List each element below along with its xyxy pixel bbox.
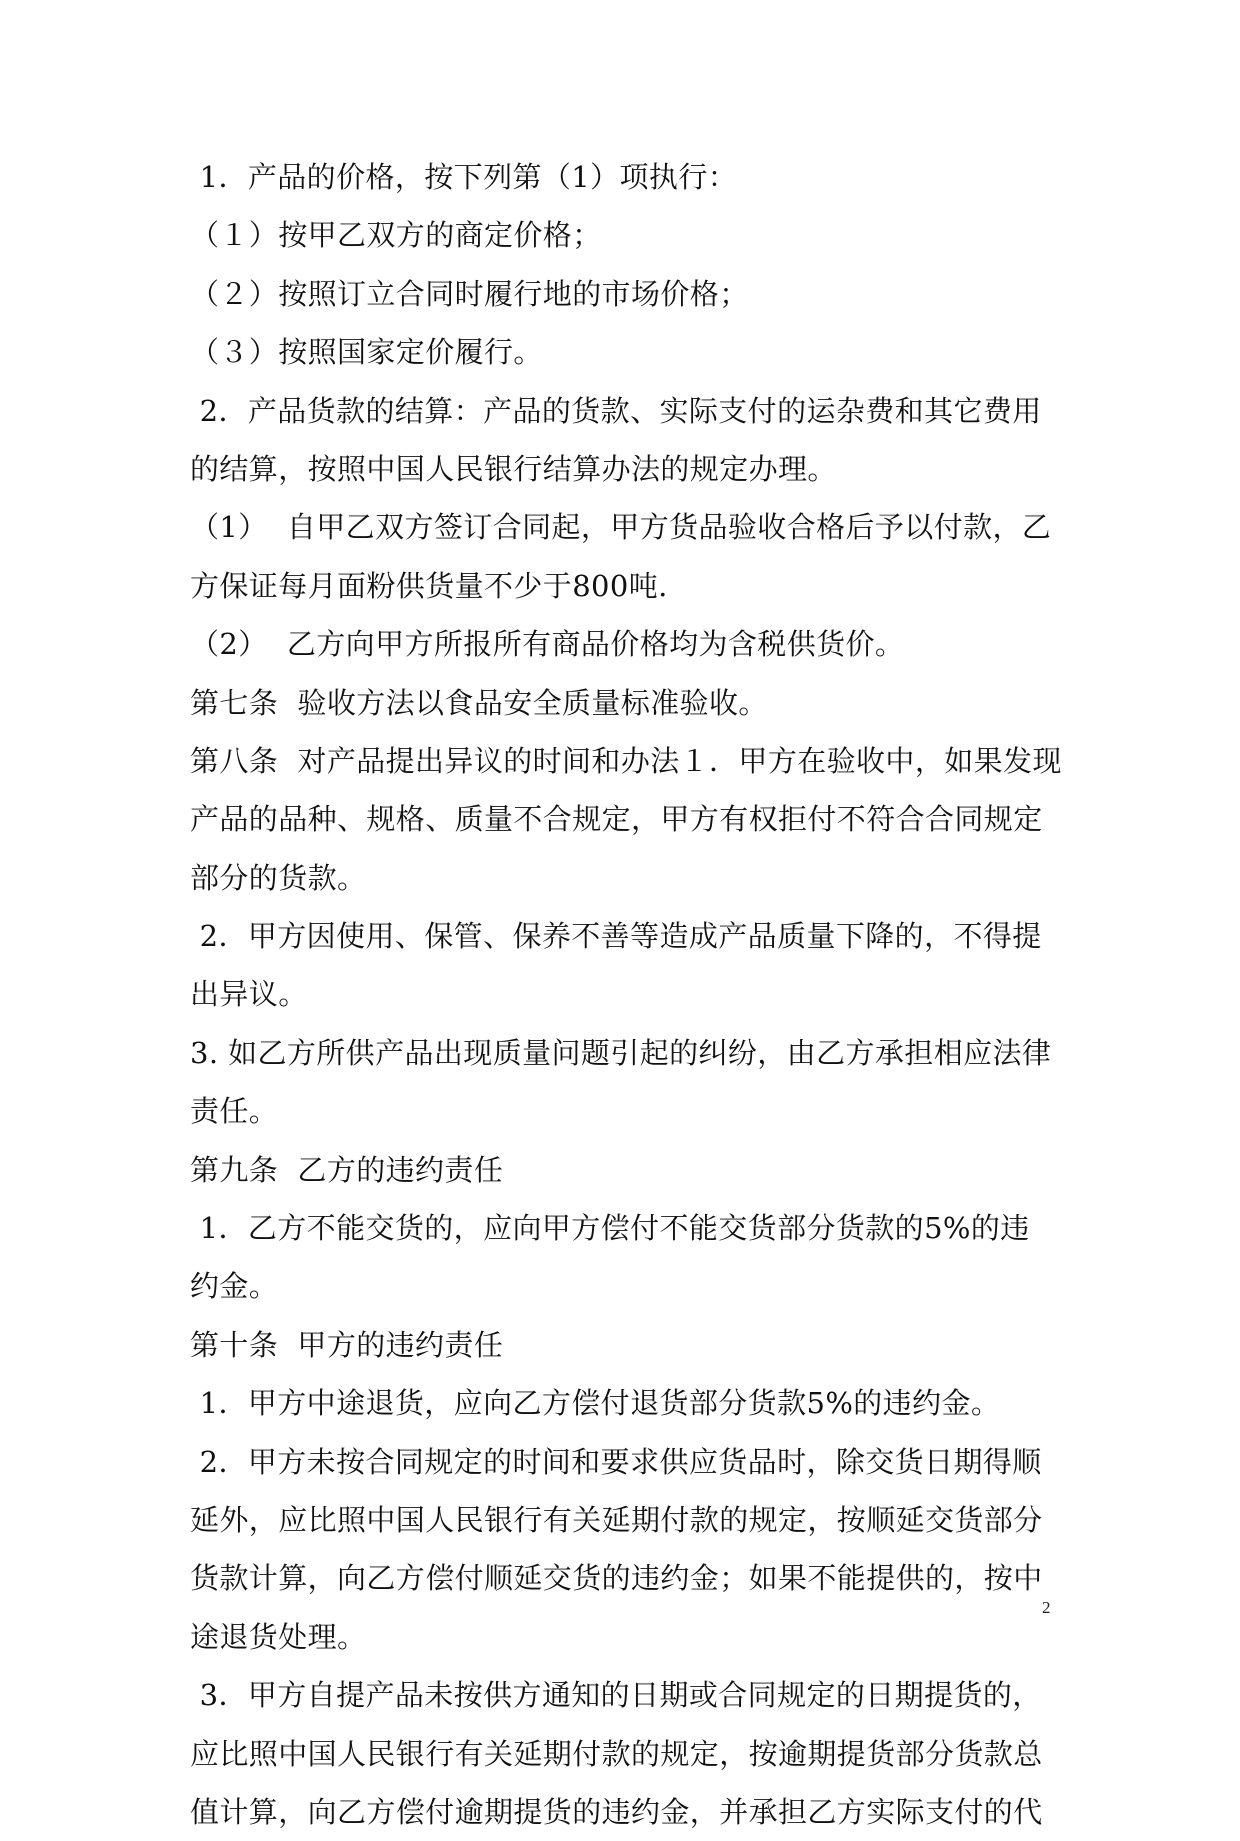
page-number: 2 bbox=[1042, 1598, 1051, 1617]
text-line: 第九条 乙方的违约责任 bbox=[190, 1152, 504, 1187]
document-body bbox=[190, 148, 1070, 1841]
text-line: 途退货处理。 bbox=[190, 1619, 367, 1654]
text-line: 产品的品种、规格、质量不合规定，甲方有权拒付不符合合同规定 bbox=[190, 802, 1043, 837]
text-line: 责任。 bbox=[190, 1094, 279, 1129]
text-line: 出异议。 bbox=[190, 977, 308, 1012]
text-line: 第七条 验收方法以食品安全质量标准验收。 bbox=[190, 685, 768, 720]
text-line: 约金。 bbox=[190, 1269, 279, 1304]
text-line: （1） 自甲乙双方签订合同起，甲方货品验收合格后予以付款，乙 bbox=[190, 510, 1052, 545]
text-line: 的结算，按照中国人民银行结算办法的规定办理。 bbox=[190, 451, 837, 486]
text-line: 部分的货款。 bbox=[190, 860, 367, 895]
text-line: 1．乙方不能交货的，应向甲方偿付不能交货部分货款的5%的违 bbox=[190, 1211, 1030, 1246]
text-line: （２）按照订立合同时履行地的市场价格； bbox=[190, 276, 749, 311]
text-line: 应比照中国人民银行有关延期付款的规定，按逾期提货部分货款总 bbox=[190, 1736, 1043, 1771]
text-line: 1．甲方中途退货，应向乙方偿付退货部分货款5%的违约金。 bbox=[190, 1386, 1001, 1421]
text-line: 延外，应比照中国人民银行有关延期付款的规定，按顺延交货部分 bbox=[190, 1502, 1043, 1537]
text-line: （2） 乙方向甲方所报所有商品价格均为含税供货价。 bbox=[190, 627, 905, 662]
text-line: 3. 如乙方所供产品出现质量问题引起的纠纷，由乙方承担相应法律 bbox=[190, 1035, 1052, 1070]
text-line: 3．甲方自提产品未按供方通知的日期或合同规定的日期提货的， bbox=[190, 1678, 1042, 1713]
text-line: 货款计算，向乙方偿付顺延交货的违约金；如果不能提供的，按中 bbox=[190, 1561, 1043, 1596]
text-line: 方保证每月面粉供货量不少于800吨. bbox=[190, 568, 668, 603]
text-line: 1．产品的价格，按下列第（1）项执行： bbox=[190, 160, 738, 194]
text-line: 2．甲方因使用、保管、保养不善等造成产品质量下降的，不得提 bbox=[190, 919, 1042, 954]
text-line: 2．甲方未按合同规定的时间和要求供应货品时，除交货日期得顺 bbox=[190, 1444, 1042, 1479]
text-line: （１）按甲乙双方的商定价格； bbox=[190, 218, 602, 253]
text-line: （３）按照国家定价履行。 bbox=[190, 335, 543, 370]
text-line: 值计算，向乙方偿付逾期提货的违约金，并承担乙方实际支付的代 bbox=[190, 1794, 1043, 1829]
text-line: 第十条 甲方的违约责任 bbox=[190, 1327, 504, 1362]
text-line: 2．产品货款的结算：产品的货款、实际支付的运杂费和其它费用 bbox=[190, 393, 1042, 428]
text-line: 第八条 对产品提出异议的时间和办法１．甲方在验收中，如果发现 bbox=[190, 743, 1062, 778]
